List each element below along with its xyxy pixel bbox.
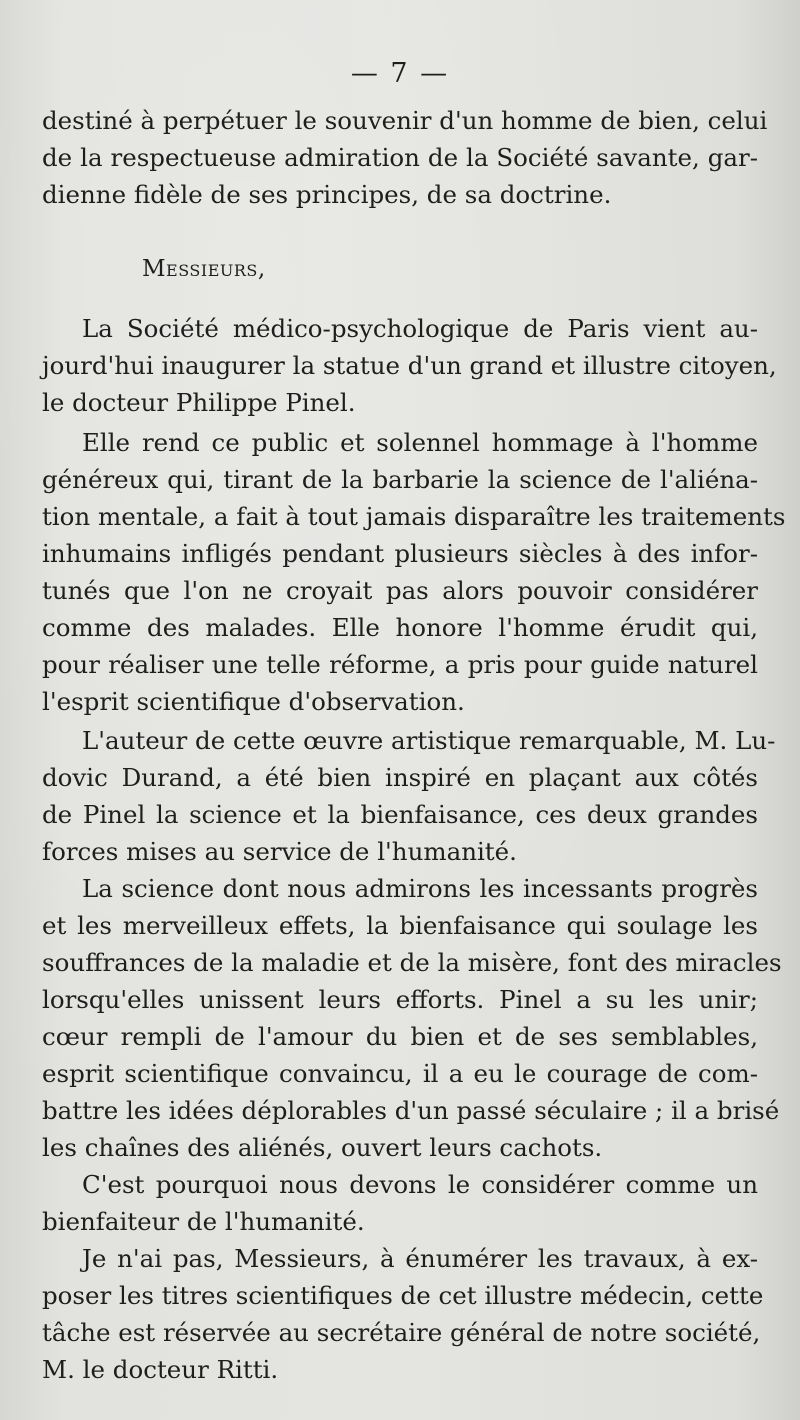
text-line: et les merveilleux effets, la bienfaisance qui soulage les (42, 911, 758, 940)
text-line: L'auteur de cette œuvre artistique remarquable, M. Lu- (82, 726, 776, 755)
text-line: Je n'ai pas, Messieurs, à énumérer les travaux, à ex- (82, 1244, 758, 1273)
text-line: de la respectueuse admiration de la Société savante, gar- (42, 143, 758, 172)
text-line: poser les titres scientifiques de cet illustre médecin, cette (42, 1281, 764, 1310)
text-line: souffrances de la maladie et de la misère, font des miracles (42, 948, 782, 977)
text-line: destiné à perpétuer le souvenir d'un homme de bien, celui (42, 106, 768, 135)
text-line: tâche est réservée au secrétaire général de notre société, (42, 1318, 761, 1347)
text-line: dienne fidèle de ses principes, de sa doctrine. (42, 180, 612, 209)
text-line: Elle rend ce public et solennel hommage à l'homme (82, 428, 758, 457)
intro-paragraph (42, 102, 768, 213)
text-line: dovic Durand, a été bien inspiré en plaçant aux côtés (42, 763, 758, 792)
text-line: généreux qui, tirant de la barbarie la science de l'aliéna- (42, 465, 758, 494)
salutation (142, 256, 266, 282)
body-paragraph-2 (42, 424, 786, 720)
body-paragraph-6 (42, 1240, 764, 1388)
text-line: le docteur Philippe Pinel. (42, 388, 356, 417)
text-line: jourd'hui inaugurer la statue d'un grand et illustre citoyen, (42, 351, 777, 380)
text-line: l'esprit scientifique d'observation. (42, 687, 465, 716)
body-paragraph-5 (42, 1166, 758, 1240)
text-line: lorsqu'elles unissent leurs efforts. Pinel a su les unir; (42, 985, 758, 1014)
text-line: cœur rempli de l'amour du bien et de ses semblables, (42, 1022, 758, 1051)
salutation-text: Messieurs, (142, 256, 266, 282)
text-line: M. le docteur Ritti. (42, 1355, 279, 1384)
text-line: de Pinel la science et la bienfaisance, ces deux grandes (42, 800, 758, 829)
text-line: La Société médico-psychologique de Paris vient au- (82, 314, 758, 343)
body-paragraph-3 (42, 722, 776, 870)
text-line: La science dont nous admirons les incessants progrès (82, 874, 758, 903)
text-line: inhumains infligés pendant plusieurs siècles à des infor- (42, 539, 758, 568)
text-line: les chaînes des aliénés, ouvert leurs cachots. (42, 1133, 603, 1162)
text-line: esprit scientifique convaincu, il a eu le courage de com- (42, 1059, 758, 1088)
body-paragraph-4 (42, 870, 782, 1166)
text-line: forces mises au service de l'humanité. (42, 837, 517, 866)
text-line: C'est pourquoi nous devons le considérer comme un (82, 1170, 758, 1199)
body-paragraph-1 (42, 310, 777, 421)
text-line: bienfaiteur de l'humanité. (42, 1207, 365, 1236)
text-line: pour réaliser une telle réforme, a pris pour guide naturel (42, 650, 758, 679)
text-line: battre les idées déplorables d'un passé séculaire ; il a brisé (42, 1096, 780, 1125)
page-number: — 7 — (350, 58, 450, 89)
text-line: tunés que l'on ne croyait pas alors pouvoir considérer (42, 576, 758, 605)
text-line: comme des malades. Elle honore l'homme érudit qui, (42, 613, 758, 642)
text-line: tion mentale, a fait à tout jamais disparaître les traitements (42, 502, 786, 531)
